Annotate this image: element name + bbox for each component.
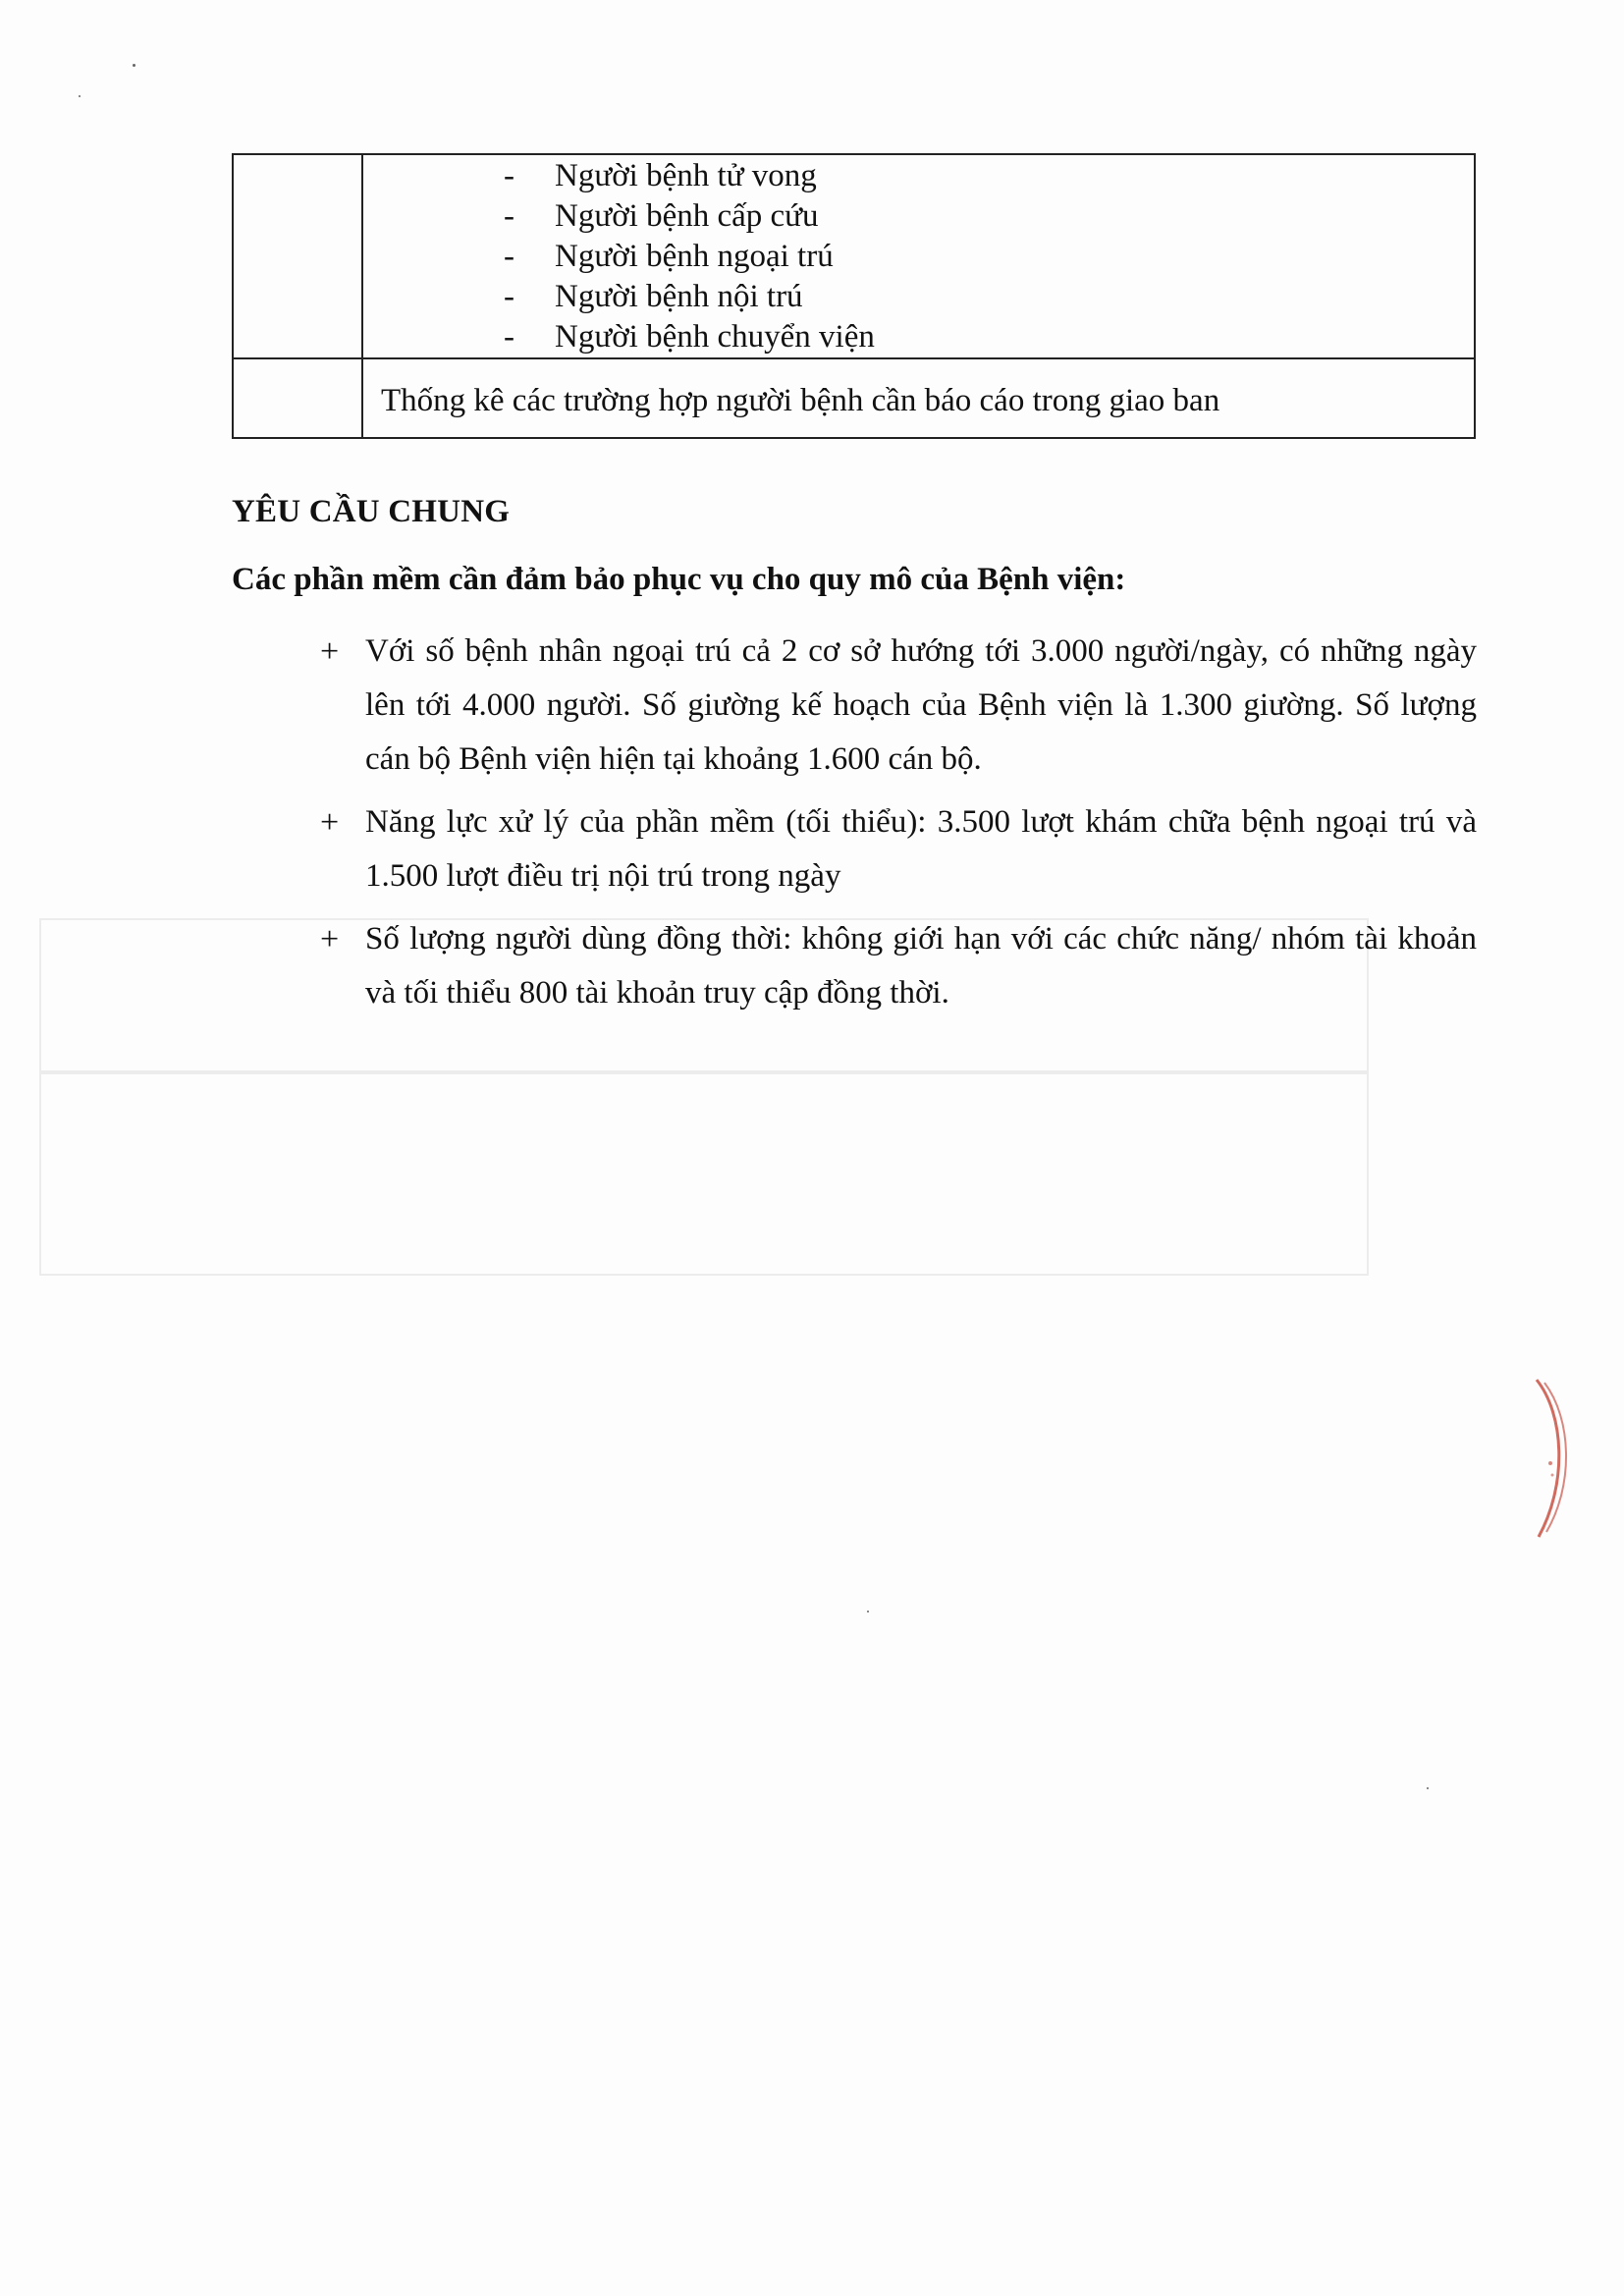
- list-item-text: Người bệnh nội trú: [555, 279, 803, 314]
- list-item: [504, 317, 1474, 357]
- dash-marker: -: [504, 198, 514, 234]
- plus-marker: +: [320, 921, 340, 957]
- list-item: [504, 196, 1474, 237]
- scan-speck: [133, 64, 135, 67]
- dash-marker: -: [504, 158, 514, 193]
- requirement-item: [320, 795, 1477, 903]
- scan-speck: [79, 95, 81, 97]
- requirements-list: [320, 625, 1477, 1029]
- requirement-item: [320, 912, 1477, 1020]
- table-row: [233, 358, 1475, 438]
- dash-marker: -: [504, 319, 514, 355]
- list-item-text: Người bệnh ngoại trú: [555, 239, 834, 274]
- dash-marker: -: [504, 279, 514, 314]
- requirement-item: [320, 625, 1477, 787]
- section-subheading: Các phần mềm cần đảm bảo phục vụ cho quy mô của Bệnh viện:: [232, 562, 1126, 597]
- scan-speck: [867, 1611, 869, 1613]
- dash-marker: -: [504, 239, 514, 274]
- list-item-text: Người bệnh tử vong: [555, 158, 817, 193]
- table-cell-list: [362, 154, 1475, 358]
- table-cell-empty: [233, 358, 362, 438]
- list-item: [504, 237, 1474, 277]
- list-item-text: Người bệnh cấp cứu: [555, 198, 819, 234]
- list-item-text: Người bệnh chuyển viện: [555, 319, 875, 355]
- requirement-text: Với số bệnh nhân ngoại trú cả 2 cơ sở hướng tới 3.000 người/ngày, có những ngày lên tới 4.000 người. Số giường kế hoạch của Bệnh viện là 1.300 giường. Số lượng cán bộ Bệnh viện hiện tại khoảng 1.600 cán bộ.: [365, 633, 1477, 777]
- requirement-text: Số lượng người dùng đồng thời: không giới hạn với các chức năng/ nhóm tài khoản và tối thiểu 800 tài khoản truy cập đồng thời.: [365, 921, 1477, 1011]
- requirement-text: Năng lực xử lý của phần mềm (tối thiểu): 3.500 lượt khám chữa bệnh ngoại trú và 1.500 lượt điều trị nội trú trong ngày: [365, 804, 1477, 894]
- stamp-edge-mark: [1527, 1375, 1586, 1542]
- plus-marker: +: [320, 804, 340, 841]
- list-item: [504, 277, 1474, 317]
- table-row: [233, 154, 1475, 358]
- bleed-through-rule: [39, 1070, 1369, 1074]
- report-table: [232, 153, 1476, 439]
- patient-type-list: [363, 156, 1474, 357]
- list-item: [504, 156, 1474, 196]
- plus-marker: +: [320, 633, 340, 670]
- section-heading: YÊU CẦU CHUNG: [232, 494, 511, 529]
- scan-speck: [1427, 1787, 1429, 1789]
- table-cell-empty: [233, 154, 362, 358]
- table-cell-text: Thống kê các trường hợp người bệnh cần báo cáo trong giao ban: [362, 358, 1475, 438]
